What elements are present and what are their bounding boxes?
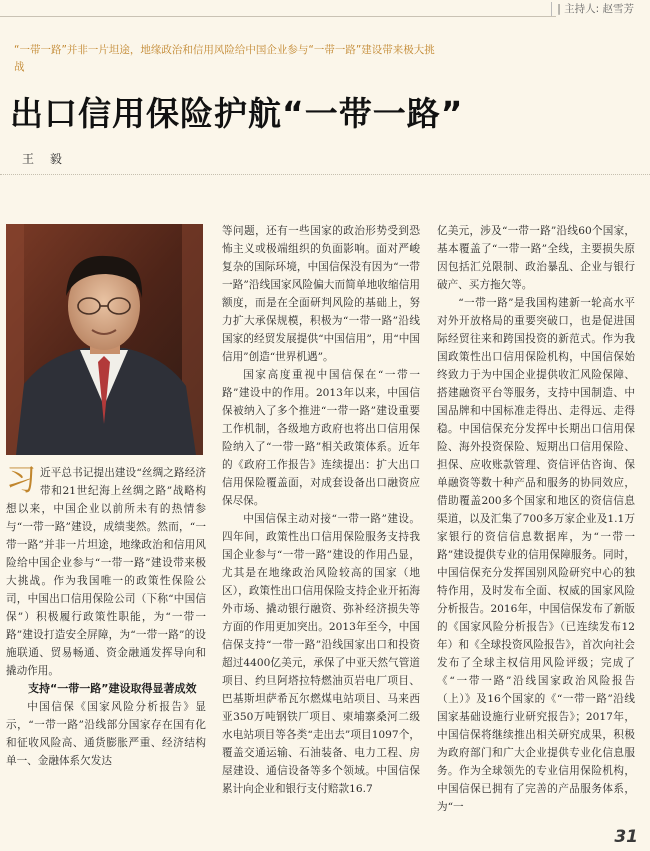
paragraph: 亿美元，涉及“一带一路”沿线60个国家，基本覆盖了“一带一路”全线，主要损失原因包括汇兑限制、政治暴乱、企业与银行破产、买方拖欠等。 <box>437 225 635 291</box>
author-portrait-photo <box>6 224 203 455</box>
paragraph: 中国信保主动对接“一带一路”建设。四年间，政策性出口信用保险服务支持我国企业参与“一带一路”建设的作用凸显，尤其是在地缘政治风险较高的国家（地区），政策性出口信用保险支持企业开拓海外市场、撬动银行融资、弥补经济损失等方面的作用更加突出。2013年至今，中国信保支持“一带一路”沿线国家出口和投资超过4400亿美元，承保了中亚天然气管道项目、约旦阿塔拉特燃油页岩电厂项目、巴基斯坦萨希瓦尔燃煤电站项目、马来西亚350万吨钢铁厂项目、柬埔寨桑河二级水电站项目等各类“走出去”项目1097个，覆盖交通运输、石油装备、电力工程、房屋建设、通信设备等多个领域。中国信保累计向企业和银行支付赔款16.7 <box>222 513 420 795</box>
dotted-divider <box>0 174 650 175</box>
column-3 <box>437 222 635 816</box>
article-deck: “一带一路”并非一片坦途，地缘政治和信用风险给中国企业参与“一带一路”建设带来极大挑战 <box>14 44 435 73</box>
column-1 <box>6 464 206 770</box>
paragraph: 等问题，还有一些国家的政治形势受到恐怖主义或极端组织的负面影响。面对严峻复杂的国际环境，中国信保没有因为“一带一路”沿线国家风险偏大而简单地收缩信用额度，而是在全面研判风险的基础上，努力扩大承保规模，积极为“一带一路”沿线国家的经贸发展提供“中国信用”，用“中国信用”创造“世界机遇”。 <box>222 225 420 363</box>
section-heading: 支持“一带一路”建设取得显著成效 <box>28 682 197 695</box>
author-name: 王 毅 <box>22 152 68 166</box>
page-number: 31 <box>614 827 638 847</box>
drop-cap: 习 <box>6 463 36 498</box>
host-credit: | 主持人: 赵雪芳 <box>551 2 634 16</box>
paragraph: 近平总书记提出建设“丝绸之路经济带和21世纪海上丝绸之路”战略构想以来，中国企业以前所未有的热情参与“一带一路”建设，成绩斐然。然而，“一带一路”并非一片坦途，地缘政治和信用风险给中国企业参与“一带一路”建设带来极大挑战。作为我国唯一的政策性保险公司，中国出口信用保险公司（下称“中国信保”）积极履行政策性职能，为“一带一路”建设打造安全屏障，为“一带一路”的设施联通、贸易畅通、资金融通发挥导向和撬动作用。 <box>6 467 206 677</box>
column-2 <box>222 222 420 798</box>
article-title: 出口信用保险护航“一带一路” <box>10 94 464 133</box>
paragraph: “一带一路”是我国构建新一轮高水平对外开放格局的重要突破口，也是促进国际经贸往来和跨国投资的新范式。作为我国政策性出口信用保险机构，中国信保始终致力于为中国企业提供收汇风险保障、搭建融资平台等服务，支持中国制造、中国品牌和中国标准走得出、走得远、走得稳。中国信保充分发挥中长期出口信用保险、海外投资保险、短期出口信用保险、担保、应收账款管理、资信评估咨询、保单融资等数十种产品和服务的协同效应，借助覆盖200多个国家和地区的资信信息渠道，以及汇集了700多万家企业及1.1万家银行的资信信息数据库，为“一带一路”建设提供专业的信用保障服务。同时，中国信保充分发挥国别风险研究中心的独特作用，及时发布全面、权威的国家风险分析报告。2016年，中国信保发布了新版的《国家风险分析报告》（已连续发布12年）和《全球投资风险报告》，首次向社会发布了全球主权信用风险评级；完成了《“一带一路”沿线国家政治风险报告（上）》及16个国家的《“一带一路”沿线国家基础设施行业研究报告》；2017年，中国信保将继续推出相关研究成果，积极为政府部门和广大企业提供专业化信息服务。作为全球领先的专业信用保险机构，中国信保已拥有了完善的产品服务体系，为“一 <box>437 297 635 813</box>
header-rule <box>0 16 556 17</box>
paragraph: 中国信保《国家风险分析报告》显示，“一带一路”沿线部分国家存在国有化和征收风险高、通货膨胀严重、经济结构单一、金融体系欠发达 <box>6 701 206 767</box>
paragraph: 国家高度重视中国信保在“一带一路”建设中的作用。2013年以来，中国信保被纳入了多个推进“一带一路”建设重要工作机制，各级地方政府也将出口信用保险纳入了“一带一路”相关政策体系。近年的《政府工作报告》连续提出：扩大出口信用保险覆盖面，对成套设备出口融资应保尽保。 <box>222 369 420 507</box>
